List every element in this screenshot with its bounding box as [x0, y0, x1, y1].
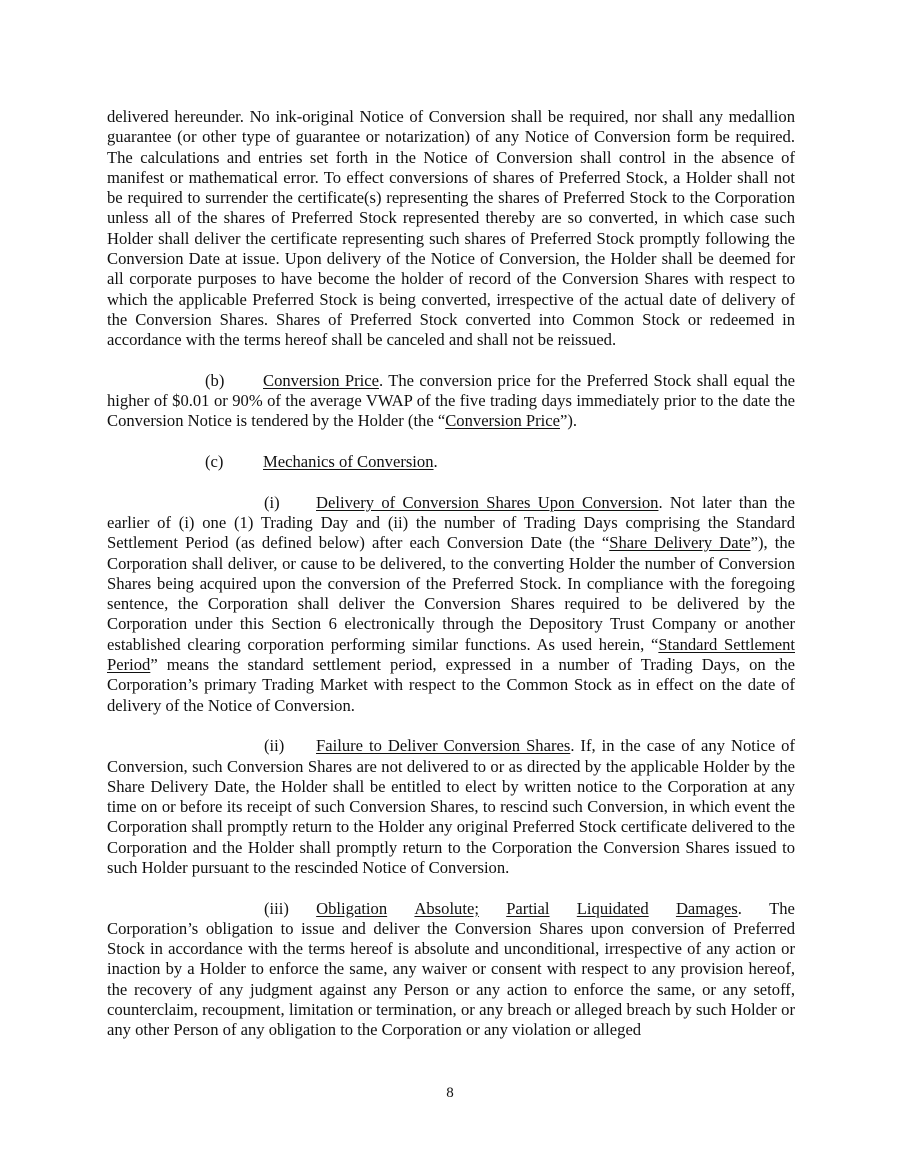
section-c-heading-line [107, 452, 795, 472]
standard-settlement-period-defined-term: Standard Settlement Period [107, 634, 795, 675]
share-delivery-date-defined-term: Share Delivery Date [609, 533, 751, 553]
section-c-iii-heading-word: Damages [675, 898, 738, 918]
intro-paragraph: delivered hereunder. No ink-original Notice of Conversion shall be required, nor shall any medallion guarantee (or other type of guarantee or notarization) of any Notice of Conversion form be required. The calculations and entries set forth in the Notice of Conversion shall control in the absence of manifest or mathematical error. To effect conversions of shares of Preferred Stock, a Holder shall not be required to surrender the certificate(s) representing the shares of Preferred Stock to the Corporation unless all of the shares of Preferred Stock represented thereby are so converted, in which case such Holder shall deliver the certificate representing such shares of Preferred Stock promptly following the Conversion Date at issue. Upon delivery of the Notice of Conversion, the Holder shall be deemed for all corporate purposes to have become the holder of record of the Conversion Shares with respect to which the applicable Preferred Stock is being converted, irrespective of the actual date of delivery of the Conversion Shares. Shares of Preferred Stock converted into Common Stock or redeemed in accordance with the terms hereof shall be canceled and shall not be reissued. [107, 107, 795, 350]
section-c-iii-heading-end [676, 899, 742, 919]
section-c-i-text-3: ” means the standard settlement period, expressed in a number of Trading Days, on the Corporation’s primary Trading Market with respect to the Common Stock as in effect on the date of delivery of the Notice of Conversion. [107, 655, 795, 715]
section-c-ii-text: . If, in the case of any Notice of Conversion, such Conversion Shares are not delivered to or as directed by the applicable Holder by the Share Delivery Date, the Holder shall be entitled to elect by written notice to the Corporation at any time on or before its receipt of such Conversion Shares, to rescind such Conversion, in which event the Corporation shall promptly return to the Holder any original Preferred Stock certificate delivered to the Corporation and the Holder shall promptly return to the Corporation the Conversion Shares issued to such Holder pursuant to the rescinded Notice of Conversion. [107, 736, 795, 877]
section-b-text-1: . The conversion price for the Preferred Stock shall equal the higher of $0.01 or 90% of the average VWAP of the five trading days immediately prior to the date the Conversion Notice is tendered by the Holder (the “ [107, 370, 795, 431]
section-c-iii-first-line [107, 899, 795, 919]
section-c-ii-number: (ii) [264, 736, 285, 756]
section-c-iii-paragraph [107, 899, 795, 1041]
section-c-i-number: (i) [264, 492, 280, 512]
section-c-iii-heading-suffix: . [737, 898, 742, 918]
section-c-ii-heading: Failure to Deliver Conversion Shares [316, 736, 571, 756]
section-c-iii-text: Corporation’s obligation to issue and deliver the Conversion Shares upon conversion of Preferred Stock in accordance with the terms hereof is absolute and unconditional, irrespective of any action or inaction by a Holder to enforce the same, any waiver or consent with respect to any provision hereof, the recovery of any judgment against any Person or any action to enforce the same, or any setoff, counterclaim, recoupment, limitation or termination, or any breach or alleged breach by such Holder or any other Person of any obligation to the Corporation or any violation or alleged [107, 918, 795, 1040]
section-c-iii-heading-word: Obligation [316, 898, 388, 918]
conversion-price-defined-term: Conversion Price [445, 411, 560, 431]
section-c-suffix: . [433, 452, 438, 472]
section-c-heading: Mechanics of Conversion [263, 452, 434, 472]
section-c-i-text-1: . Not later than the earlier of (i) one (1) Trading Day and (ii) the number of Trading Days comprising the Standard Settlement Period (as defined below) after each Conversion Date (the “ [107, 492, 795, 553]
section-c-i-text-2: ”), the Corporation shall deliver, or cause to be delivered, to the converting Holder the number of Conversion Shares being acquired upon the conversion of the Preferred Stock. In compliance with the foregoing sentence, the Corporation shall deliver the Conversion Shares required to be delivered by the Corporation under this Section 6 electronically through the Depository Trust Company or another established clearing corporation performing similar functions. As used herein, “ [107, 533, 795, 654]
section-c-number: (c) [205, 452, 224, 472]
section-c-iii-heading-word: Absolute; [414, 898, 479, 918]
page-number: 8 [446, 1085, 454, 1101]
section-c-i-heading: Delivery of Conversion Shares Upon Conversion [316, 492, 659, 512]
section-b-paragraph [107, 371, 795, 432]
section-c-i-paragraph [107, 493, 795, 716]
section-b-text-2: ”). [560, 411, 578, 431]
section-b-number: (b) [205, 370, 225, 390]
section-c-iii-heading-word: Partial [506, 898, 550, 918]
section-c-iii-first-line-tail: The [769, 898, 795, 918]
document-body [107, 107, 795, 1041]
section-c-ii-paragraph [107, 736, 795, 878]
section-c-iii-number: (iii) [264, 898, 289, 918]
section-c-iii-heading-word: Liquidated [576, 898, 649, 918]
section-b-heading: Conversion Price [263, 370, 379, 390]
